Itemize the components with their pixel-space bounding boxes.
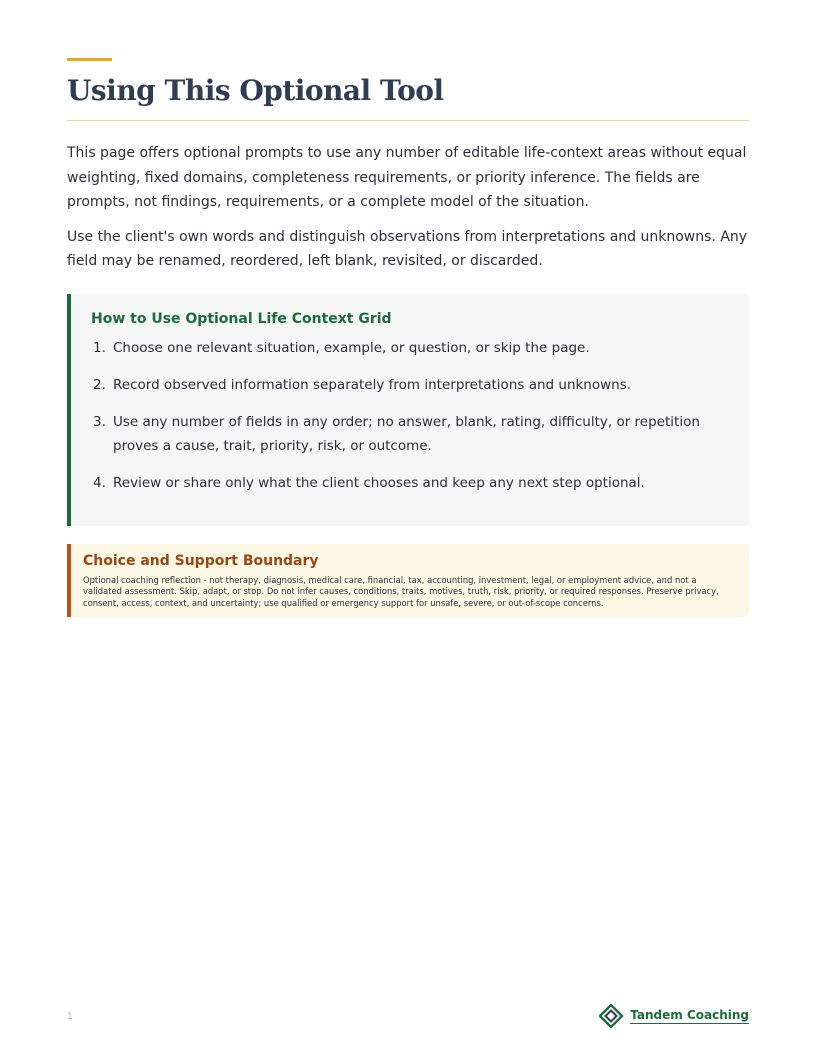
how-to-steps <box>93 336 733 508</box>
step-number: 1. <box>93 340 106 356</box>
step-number: 2. <box>93 377 106 393</box>
title-divider <box>67 120 749 121</box>
step-text: Record observed information separately from interpretations and unknowns. <box>113 377 632 393</box>
how-to-step <box>93 373 733 397</box>
step-text: Choose one relevant situation, example, or question, or skip the page. <box>113 340 590 356</box>
how-to-title: How to Use Optional Life Context Grid <box>91 311 392 327</box>
how-to-callout <box>67 294 749 526</box>
step-text: Review or share only what the client chooses and keep any next step optional. <box>113 475 645 491</box>
page-number: 1 <box>67 1012 73 1022</box>
boundary-title: Choice and Support Boundary <box>83 553 319 569</box>
step-number: 3. <box>93 414 106 430</box>
how-to-step <box>93 471 733 495</box>
boundary-callout <box>67 544 749 617</box>
intro-section <box>67 141 749 284</box>
step-text: Use any number of fields in any order; no answer, blank, rating, difficulty, or repetition proves a cause, trait, priority, risk, or outcome. <box>113 414 700 454</box>
how-to-step <box>93 410 733 458</box>
title-accent-bar <box>67 58 112 61</box>
brand-name: Tandem Coaching <box>630 1008 749 1022</box>
how-to-step <box>93 336 733 360</box>
intro-paragraph: Use the client's own words and distinguish observations from interpretations and unknowns. Any field may be renamed, reordered, left blank, revisited, or discarded. <box>67 228 748 269</box>
boundary-text: Optional coaching reflection - not therapy, diagnosis, medical care, financial, tax, accounting, investment, legal, or employment advice, and not a validated assessment. Skip, adapt, or stop. Do not infer causes, conditions, traits, motives, truth, risk, priority, or required responses. Preserve privacy, consent, access, context, and uncertainty; use qualified or emergency support for unsafe, severe, or out-of-scope concerns. <box>83 575 719 608</box>
intro-paragraph: This page offers optional prompts to use any number of editable life-context areas without equal weighting, fixed domains, completeness requirements, or priority inference. The fields are prompts, not findings, requirements, or a complete model of the situation. <box>67 145 747 210</box>
brand-logo <box>599 1004 749 1028</box>
nested-diamond-logo-icon <box>599 1004 627 1028</box>
page-title: Using This Optional Tool <box>67 74 444 107</box>
document-page <box>67 0 749 1056</box>
step-number: 4. <box>93 475 106 491</box>
